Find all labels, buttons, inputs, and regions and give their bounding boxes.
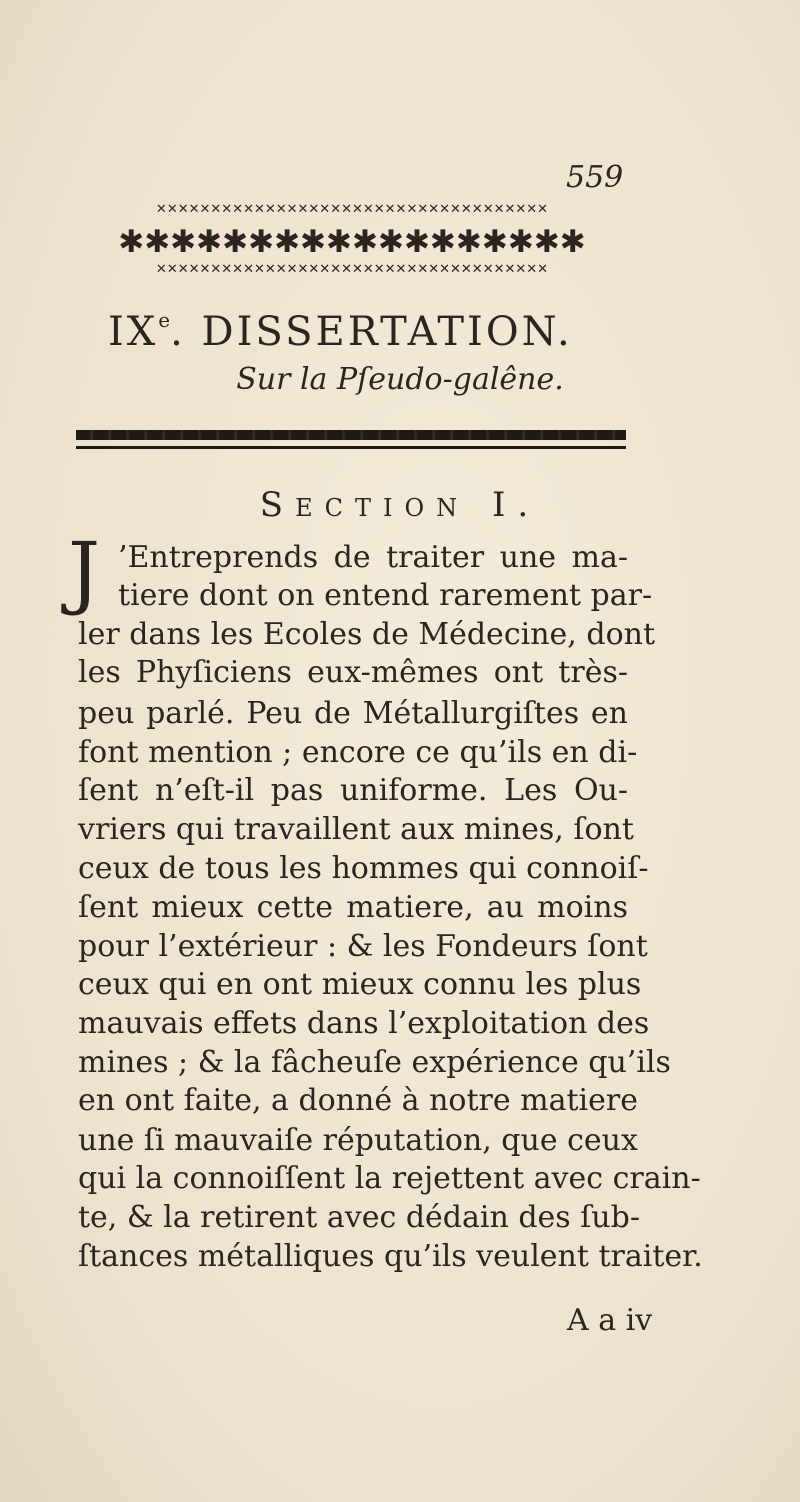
dissertation-number: IX (108, 309, 159, 355)
text-line: font mention ; encore ce qu’ils en di- (78, 735, 638, 770)
text-line: mines ; & la fâcheuſe expérience qu’ils (78, 1045, 671, 1080)
dissertation-title (108, 308, 628, 355)
text-line: ler dans les Ecoles de Médecine, dont (78, 617, 656, 652)
decorative-rule-thick (76, 430, 626, 440)
text-line: ceux de tous les hommes qui connoiſ- (78, 851, 649, 886)
text-line: peu parlé. Peu de Métallurgiſtes en (78, 696, 628, 731)
ornament-border-top: ✕✕✕✕✕✕✕✕✕✕✕✕✕✕✕✕✕✕✕✕✕✕✕✕✕✕✕✕✕✕✕✕✕✕✕✕ (155, 202, 549, 217)
signature-mark: A a iv (567, 1303, 653, 1338)
ornament-border-bottom: ✕✕✕✕✕✕✕✕✕✕✕✕✕✕✕✕✕✕✕✕✕✕✕✕✕✕✕✕✕✕✕✕✕✕✕✕ (155, 262, 549, 277)
dissertation-subtitle: Sur la Pſeudo-galêne. (236, 362, 564, 397)
text-line: ſent n’eſt-il pas uniforme. Les Ou- (78, 773, 628, 808)
drop-cap: J (68, 525, 101, 618)
text-line: ’Entreprends de traiter une ma- (118, 540, 628, 575)
text-line: ceux qui en ont mieux connu les plus (78, 967, 642, 1002)
text-line: tiere dont on entend rarement par- (118, 578, 653, 613)
page-number: 559 (566, 160, 624, 195)
text-line: qui la connoiſſent la rejettent avec crain- (78, 1161, 701, 1196)
dissertation-number-sup: e (158, 308, 171, 332)
ornament-border-middle: ✱✱✱✱✱✱✱✱✱✱✱✱✱✱✱✱✱✱ (118, 224, 586, 260)
section-heading: Section I. (259, 485, 541, 525)
text-line: les Phyſiciens eux-mêmes ont très- (78, 655, 628, 690)
text-line: ſtances métalliques qu’ils veulent traiter. (78, 1239, 703, 1274)
text-line: en ont faite, a donné à notre matiere (78, 1083, 638, 1118)
dissertation-title-text: . DISSERTATION. (170, 309, 573, 355)
decorative-rule-thin (76, 446, 626, 449)
text-line: vriers qui travaillent aux mines, ſont (78, 812, 634, 847)
text-line: ſent mieux cette matiere, au moins (78, 890, 628, 925)
text-line: pour l’extérieur : & les Fondeurs ſont (78, 929, 648, 964)
text-line: une ſi mauvaiſe réputation, que ceux (78, 1123, 638, 1158)
text-line: mauvais effets dans l’exploitation des (78, 1006, 650, 1041)
text-line: te, & la retirent avec dédain des ſub- (78, 1200, 640, 1235)
